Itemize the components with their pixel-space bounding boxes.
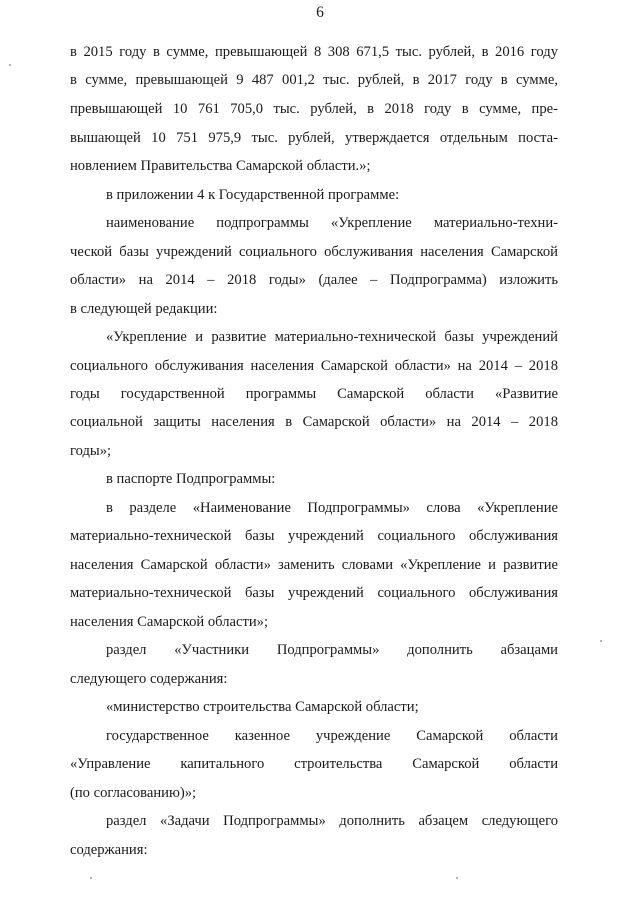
text-line: (по согласованию)»; xyxy=(70,785,197,801)
text-line: вышающей 10 751 975,9 тыс. рублей, утверждается отдельным поста- xyxy=(70,130,558,146)
scan-speck xyxy=(9,64,11,66)
text-line: наименование подпрограммы «Укрепление материально-техни- xyxy=(106,215,558,231)
text-line: «Укрепление и развитие материально-технической базы учреждений xyxy=(106,329,558,345)
text-line: государственное казенное учреждение Самарской области xyxy=(106,728,558,744)
text-line: материально-технической базы учреждений социального обслуживания xyxy=(70,528,558,544)
text-line: новлением Правительства Самарской области.»; xyxy=(70,158,371,174)
text-line: в сумме, превышающей 9 487 001,2 тыс. рублей, в 2017 году в сумме, xyxy=(70,72,558,88)
scan-speck xyxy=(456,877,458,879)
text-line: в приложении 4 к Государственной программе: xyxy=(106,187,400,203)
scan-speck xyxy=(600,640,602,642)
text-line: превышающей 10 761 705,0 тыс. рублей, в 2018 году в сумме, пре- xyxy=(70,101,558,117)
text-line: «Управление капитального строительства Самарской области xyxy=(70,756,558,772)
text-line: населения Самарской области» заменить словами «Укрепление и развитие xyxy=(70,557,558,573)
page-number: 6 xyxy=(316,4,324,21)
text-line: годы»; xyxy=(70,443,112,459)
text-line: раздел «Участники Подпрограммы» дополнить абзацами xyxy=(106,642,558,658)
text-line: в 2015 году в сумме, превышающей 8 308 671,5 тыс. рублей, в 2016 году xyxy=(70,44,558,60)
text-line: содержания: xyxy=(70,842,148,858)
text-line: годы государственной программы Самарской области «Развитие xyxy=(70,386,558,402)
text-line: материально-технической базы учреждений социального обслуживания xyxy=(70,585,558,601)
text-line: населения Самарской области»; xyxy=(70,614,268,630)
scan-speck xyxy=(90,877,92,879)
text-line: социального обслуживания населения Самарской области» на 2014 – 2018 xyxy=(70,358,558,374)
text-line: в разделе «Наименование Подпрограммы» слова «Укрепление xyxy=(106,500,558,516)
text-line: в следующей редакции: xyxy=(70,301,218,317)
text-line: социальной защиты населения в Самарской области» на 2014 – 2018 xyxy=(70,414,558,430)
text-line: области» на 2014 – 2018 годы» (далее – Подпрограмма) изложить xyxy=(70,272,558,288)
text-line: «министерство строительства Самарской области; xyxy=(106,699,419,715)
text-line: раздел «Задачи Подпрограммы» дополнить абзацем следующего xyxy=(106,813,558,829)
text-line: в паспорте Подпрограммы: xyxy=(106,471,276,487)
text-line: ческой базы учреждений социального обслуживания населения Самарской xyxy=(70,244,558,260)
text-line: следующего содержания: xyxy=(70,671,228,687)
